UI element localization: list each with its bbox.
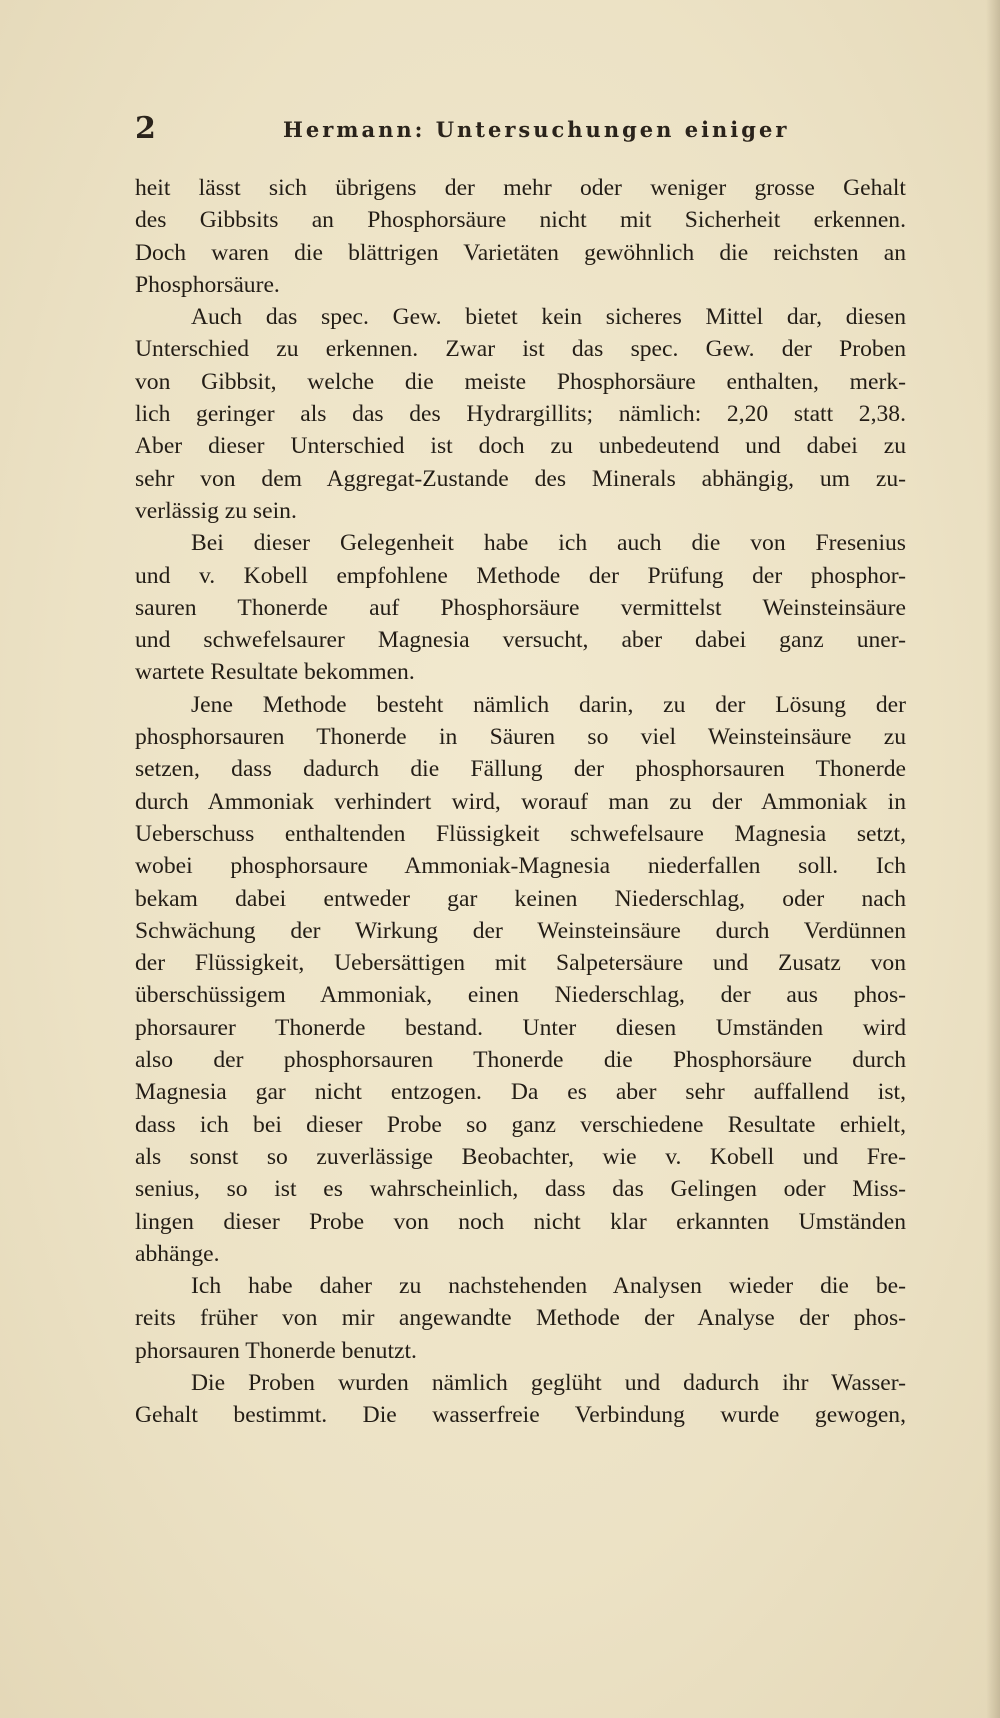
text-line: überschüssigem Ammoniak, einen Niederschlag, der aus phos- xyxy=(135,982,906,1009)
text-line: Jene Methode besteht nämlich darin, zu der Lösung der xyxy=(191,691,906,718)
page-number: 2 xyxy=(135,111,156,146)
text-line: der Flüssigkeit, Uebersättigen mit Salpetersäure und Zusatz von xyxy=(135,950,906,977)
text-line: senius, so ist es wahrscheinlich, dass das Gelingen oder Miss- xyxy=(135,1176,906,1203)
text-line: und schwefelsaurer Magnesia versucht, aber dabei ganz uner- xyxy=(135,627,906,654)
text-line: wobei phosphorsaure Ammoniak-Magnesia niederfallen soll. Ich xyxy=(135,853,906,880)
text-line: Ich habe daher zu nachstehenden Analysen wieder die be- xyxy=(191,1273,906,1300)
text-line: heit lässt sich übrigens der mehr oder weniger grosse Gehalt xyxy=(135,175,906,201)
text-line: also der phosphorsauren Thonerde die Phosphorsäure durch xyxy=(135,1047,906,1074)
text-line: von Gibbsit, welche die meiste Phosphorsäure enthalten, merk- xyxy=(135,368,906,395)
text-line: dass ich bei dieser Probe so ganz verschiedene Resultate erhielt, xyxy=(135,1111,906,1138)
text-line: phosphorsauren Thonerde in Säuren so viel Weinsteinsäure zu xyxy=(135,724,906,751)
text-line: Ueberschuss enthaltenden Flüssigkeit schwefelsaure Magnesia setzt, xyxy=(135,820,906,847)
text-line: phorsaurer Thonerde bestand. Unter diesen Umständen wird xyxy=(135,1014,906,1041)
text-line: Aber dieser Unterschied ist doch zu unbedeutend und dabei zu xyxy=(135,433,906,460)
text-line: Schwächung der Wirkung der Weinsteinsäure durch Verdünnen xyxy=(135,917,906,944)
text-line: setzen, dass dadurch die Fällung der phosphorsauren Thonerde xyxy=(135,756,906,783)
text-line: bekam dabei entweder gar keinen Niederschlag, oder nach xyxy=(135,885,906,912)
text-line: Gehalt bestimmt. Die wasserfreie Verbindung wurde gewogen, xyxy=(135,1402,906,1429)
text-line: lich geringer als das des Hydrargillits; nämlich: 2,20 statt 2,38. xyxy=(135,401,906,428)
page-edge-shadow xyxy=(986,0,1000,1718)
text-line: Bei dieser Gelegenheit habe ich auch die von Fresenius xyxy=(191,530,906,557)
text-line: sauren Thonerde auf Phosphorsäure vermittelst Weinsteinsäure xyxy=(135,594,906,621)
text-line: als sonst so zuverlässige Beobachter, wie v. Kobell und Fre- xyxy=(135,1143,906,1170)
text-line: durch Ammoniak verhindert wird, worauf man zu der Ammoniak in xyxy=(135,788,906,815)
text-line: phorsauren Thonerde benutzt. xyxy=(135,1337,417,1364)
text-line: Magnesia gar nicht entzogen. Da es aber sehr auffallend ist, xyxy=(135,1079,906,1106)
text-line: wartete Resultate bekommen. xyxy=(135,659,415,686)
text-line: sehr von dem Aggregat-Zustande des Minerals abhängig, um zu- xyxy=(135,465,906,492)
text-line: Phosphorsäure. xyxy=(135,271,280,298)
text-line: abhänge. xyxy=(135,1240,220,1267)
body-text xyxy=(135,172,906,1432)
text-line: Auch das spec. Gew. bietet kein sicheres Mittel dar, diesen xyxy=(191,304,906,331)
text-line: lingen dieser Probe von noch nicht klar erkannten Umständen xyxy=(135,1208,906,1235)
running-title: Hermann: Untersuchungen einiger xyxy=(283,117,790,142)
text-line: des Gibbsits an Phosphorsäure nicht mit Sicherheit erkennen. xyxy=(135,207,906,234)
text-line: Doch waren die blättrigen Varietäten gewöhnlich die reichsten an xyxy=(135,239,906,266)
text-line: reits früher von mir angewandte Methode der Analyse der phos- xyxy=(135,1305,906,1332)
text-line: und v. Kobell empfohlene Methode der Prüfung der phosphor- xyxy=(135,562,906,589)
text-line: Die Proben wurden nämlich geglüht und dadurch ihr Wasser- xyxy=(191,1369,906,1396)
text-line: verlässig zu sein. xyxy=(135,497,297,524)
text-line: Unterschied zu erkennen. Zwar ist das spec. Gew. der Proben xyxy=(135,336,906,363)
running-head xyxy=(135,112,905,146)
